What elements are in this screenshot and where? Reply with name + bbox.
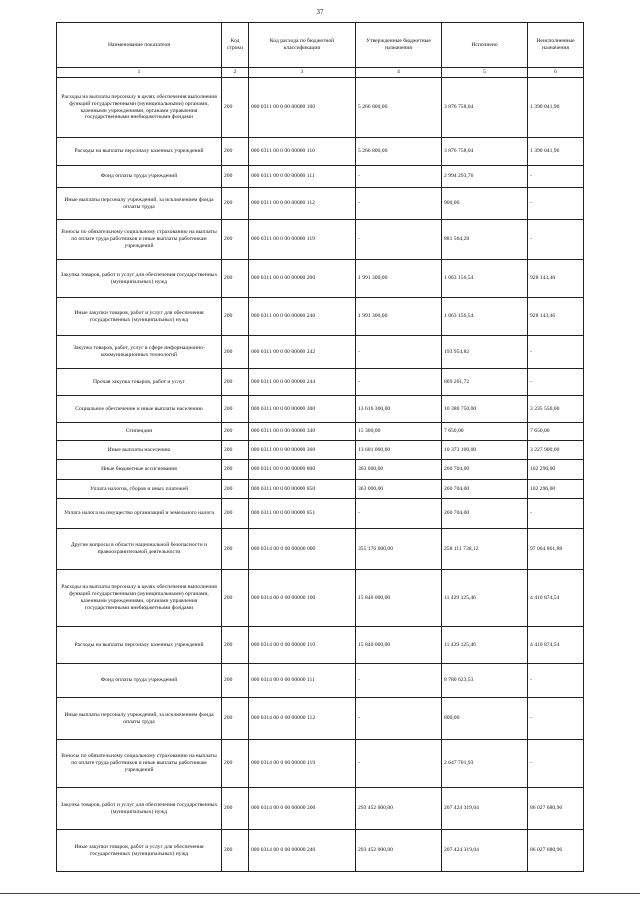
table-row — [57, 336, 584, 369]
row-budget-code: 000 0311 00 0 00 00000 240 — [249, 298, 356, 336]
row-approved: 5 266 800,00 — [356, 78, 442, 138]
row-budget-code: 000 0311 00 0 00 00000 119 — [249, 220, 356, 260]
row-approved: - — [356, 664, 442, 698]
row-unexecuted: - — [528, 499, 584, 529]
row-name: Взносы по обязательному социальному страхованию на выплаты по оплате труда работников и иные выплаты работникам учреждений — [57, 740, 222, 788]
header-unexecuted: Неисполненные назначения — [528, 23, 584, 68]
header-line-code: Код строки — [222, 23, 249, 68]
table-row — [57, 480, 584, 499]
table-row — [57, 830, 584, 872]
row-executed: 3 876 758,04 — [442, 78, 528, 138]
row-unexecuted: 3 227 900,00 — [528, 441, 584, 460]
row-executed: 10 380 750,00 — [442, 396, 528, 423]
row-line-code: 200 — [222, 664, 249, 698]
row-executed: 260 704,00 — [442, 480, 528, 499]
row-approved: - — [356, 166, 442, 188]
row-name: Иные закупки товаров, работ и услуг для обеспечения государственных (муниципальных) нужд — [57, 298, 222, 336]
row-line-code: 200 — [222, 188, 249, 220]
row-budget-code: 000 0311 00 0 00 00000 110 — [249, 138, 356, 166]
row-budget-code: 000 0314 00 0 00 00000 110 — [249, 627, 356, 664]
header-budget-code: Код расхода по бюджетной классификации — [249, 23, 356, 68]
row-approved: 15 300,00 — [356, 423, 442, 441]
table-row — [57, 627, 584, 664]
table-row — [57, 298, 584, 336]
row-budget-code: 000 0311 00 0 00 00000 244 — [249, 369, 356, 396]
table-row — [57, 138, 584, 166]
row-name: Иные закупки товаров, работ и услуг для обеспечения государственных (муниципальных) нужд — [57, 830, 222, 872]
table-row — [57, 460, 584, 480]
row-unexecuted: 4 410 874,54 — [528, 570, 584, 627]
row-name: Иные выплаты персоналу учреждений, за исключением фонда оплаты труда — [57, 188, 222, 220]
column-number: 5 — [442, 68, 528, 78]
column-number: 4 — [356, 68, 442, 78]
table-row — [57, 78, 584, 138]
table-row — [57, 396, 584, 423]
row-line-code: 200 — [222, 627, 249, 664]
row-name: Иные выплаты персоналу учреждений, за исключением фонда оплаты труда — [57, 698, 222, 740]
row-executed: 869 201,72 — [442, 369, 528, 396]
row-budget-code: 000 0311 00 0 00 00000 300 — [249, 396, 356, 423]
row-budget-code: 000 0314 00 0 00 00000 100 — [249, 570, 356, 627]
row-approved: 293 452 000,00 — [356, 830, 442, 872]
table-row — [57, 664, 584, 698]
row-executed: 258 111 738,12 — [442, 529, 528, 570]
row-budget-code: 000 0311 00 0 00 00000 200 — [249, 260, 356, 298]
row-unexecuted: 1 390 041,96 — [528, 138, 584, 166]
table-row — [57, 220, 584, 260]
row-name: Иные выплаты населению — [57, 441, 222, 460]
row-budget-code: 000 0314 00 0 00 00000 000 — [249, 529, 356, 570]
row-unexecuted: - — [528, 166, 584, 188]
row-budget-code: 000 0311 00 0 00 00000 340 — [249, 423, 356, 441]
row-line-code: 200 — [222, 570, 249, 627]
row-line-code: 200 — [222, 220, 249, 260]
row-approved: 355 176 600,00 — [356, 529, 442, 570]
row-name: Стипендии — [57, 423, 222, 441]
row-approved: - — [356, 740, 442, 788]
row-executed: 881 564,28 — [442, 220, 528, 260]
row-line-code: 200 — [222, 298, 249, 336]
row-name: Расходы на выплаты персоналу в целях обеспечения выполнения функций государственными (муниципальными) органами, казенными учреждениями, органами управления государственными внебюджетными фондами — [57, 78, 222, 138]
row-unexecuted: 102 296,00 — [528, 460, 584, 480]
row-executed: 2 647 701,93 — [442, 740, 528, 788]
row-executed: 260 704,00 — [442, 499, 528, 529]
header-name: Наименование показателя — [57, 23, 222, 68]
row-line-code: 200 — [222, 336, 249, 369]
row-approved: 1 991 300,00 — [356, 298, 442, 336]
table-row — [57, 529, 584, 570]
row-line-code: 200 — [222, 698, 249, 740]
row-unexecuted: 86 027 680,96 — [528, 830, 584, 872]
row-executed: 8 780 623,53 — [442, 664, 528, 698]
row-approved: - — [356, 698, 442, 740]
row-line-code: 200 — [222, 529, 249, 570]
row-unexecuted: - — [528, 188, 584, 220]
table-header — [57, 23, 584, 78]
row-approved: 15 840 000,00 — [356, 627, 442, 664]
row-name: Социальное обеспечение и иные выплаты населению — [57, 396, 222, 423]
table-row — [57, 441, 584, 460]
budget-execution-table — [56, 22, 584, 872]
row-budget-code: 000 0311 00 0 00 00000 112 — [249, 188, 356, 220]
row-approved: 363 000,00 — [356, 480, 442, 499]
row-budget-code: 000 0311 00 0 00 00000 800 — [249, 460, 356, 480]
row-approved: 5 266 800,00 — [356, 138, 442, 166]
row-approved: 293 452 000,00 — [356, 788, 442, 830]
row-approved: - — [356, 188, 442, 220]
row-line-code: 200 — [222, 369, 249, 396]
row-name: Взносы по обязательному социальному страхованию на выплаты по оплате труда работников и иные выплаты работникам учреждений — [57, 220, 222, 260]
row-name: Прочая закупка товаров, работ и услуг — [57, 369, 222, 396]
table-row — [57, 740, 584, 788]
row-line-code: 200 — [222, 78, 249, 138]
row-budget-code: 000 0311 00 0 00 00000 850 — [249, 480, 356, 499]
row-budget-code: 000 0314 00 0 00 00000 119 — [249, 740, 356, 788]
row-approved: 1 991 300,00 — [356, 260, 442, 298]
row-name: Уплата налогов, сборов и иных платежей — [57, 480, 222, 499]
row-budget-code: 000 0311 00 0 00 00000 242 — [249, 336, 356, 369]
column-number: 1 — [57, 68, 222, 78]
row-executed: 800,00 — [442, 698, 528, 740]
row-name: Уплата налога на имущество организаций и земельного налога — [57, 499, 222, 529]
row-name: Закупка товаров, работ и услуг для обеспечения государственных (муниципальных) нужд — [57, 788, 222, 830]
row-unexecuted: 928 143,46 — [528, 260, 584, 298]
row-approved: - — [356, 499, 442, 529]
row-approved: 13 616 300,00 — [356, 396, 442, 423]
row-line-code: 200 — [222, 830, 249, 872]
row-unexecuted: 1 390 041,96 — [528, 78, 584, 138]
row-name: Расходы на выплаты персоналу казенных учреждений — [57, 138, 222, 166]
row-unexecuted: 7 650,00 — [528, 423, 584, 441]
row-budget-code: 000 0314 00 0 00 00000 200 — [249, 788, 356, 830]
row-unexecuted: 102 296,00 — [528, 480, 584, 499]
row-approved: 363 000,00 — [356, 460, 442, 480]
row-line-code: 200 — [222, 480, 249, 499]
row-budget-code: 000 0311 00 0 00 00000 100 — [249, 78, 356, 138]
table-row — [57, 570, 584, 627]
row-name: Расходы на выплаты персоналу в целях обеспечения выполнения функций государственными (муниципальными) органами, казенными учреждениями, органами управления государственными внебюджетными фондами — [57, 570, 222, 627]
row-executed: 900,00 — [442, 188, 528, 220]
row-unexecuted: - — [528, 664, 584, 698]
row-unexecuted: - — [528, 220, 584, 260]
row-unexecuted: 3 235 550,00 — [528, 396, 584, 423]
row-executed: 207 424 319,04 — [442, 788, 528, 830]
header-executed: Исполнено — [442, 23, 528, 68]
page-bottom-rule — [0, 893, 640, 894]
row-approved: 15 840 000,00 — [356, 570, 442, 627]
row-line-code: 200 — [222, 166, 249, 188]
row-name: Фонд оплаты труда учреждений — [57, 664, 222, 698]
row-approved: - — [356, 336, 442, 369]
row-budget-code: 000 0311 00 0 00 00000 851 — [249, 499, 356, 529]
table-row — [57, 698, 584, 740]
row-budget-code: 000 0314 00 0 00 00000 240 — [249, 830, 356, 872]
row-line-code: 200 — [222, 460, 249, 480]
row-unexecuted: - — [528, 369, 584, 396]
row-executed: 193 954,82 — [442, 336, 528, 369]
row-executed: 1 063 156,54 — [442, 298, 528, 336]
row-unexecuted: 4 410 874,54 — [528, 627, 584, 664]
column-number: 2 — [222, 68, 249, 78]
row-budget-code: 000 0311 00 0 00 00000 360 — [249, 441, 356, 460]
row-executed: 7 650,00 — [442, 423, 528, 441]
row-unexecuted: - — [528, 740, 584, 788]
row-name: Расходы на выплаты персоналу казенных учреждений — [57, 627, 222, 664]
row-executed: 2 994 293,76 — [442, 166, 528, 188]
row-budget-code: 000 0314 00 0 00 00000 111 — [249, 664, 356, 698]
row-unexecuted: 86 027 680,96 — [528, 788, 584, 830]
table-row — [57, 369, 584, 396]
row-line-code: 200 — [222, 138, 249, 166]
header-approved: Утвержденные бюджетные назначения — [356, 23, 442, 68]
row-line-code: 200 — [222, 788, 249, 830]
row-name: Иные бюджетные ассигнования — [57, 460, 222, 480]
table-row — [57, 188, 584, 220]
row-unexecuted: - — [528, 698, 584, 740]
row-unexecuted: 928 143,46 — [528, 298, 584, 336]
row-name: Закупка товаров, работ, услуг в сфере информационно-коммуникационных технологий — [57, 336, 222, 369]
row-line-code: 200 — [222, 740, 249, 788]
table-row — [57, 499, 584, 529]
row-executed: 207 424 319,04 — [442, 830, 528, 872]
row-line-code: 200 — [222, 260, 249, 298]
row-executed: 3 876 758,04 — [442, 138, 528, 166]
row-executed: 11 429 125,46 — [442, 627, 528, 664]
row-line-code: 200 — [222, 423, 249, 441]
table-body — [57, 78, 584, 872]
row-name: Закупка товаров, работ и услуг для обеспечения государственных (муниципальных) нужд — [57, 260, 222, 298]
row-budget-code: 000 0311 00 0 00 00000 111 — [249, 166, 356, 188]
column-number: 3 — [249, 68, 356, 78]
row-approved: - — [356, 369, 442, 396]
table-row — [57, 788, 584, 830]
row-name: Другие вопросы в области национальной безопасности и правоохранительной деятельности — [57, 529, 222, 570]
page-number: 37 — [316, 8, 324, 16]
row-line-code: 200 — [222, 499, 249, 529]
row-unexecuted: - — [528, 336, 584, 369]
row-unexecuted: 97 064 861,88 — [528, 529, 584, 570]
row-line-code: 200 — [222, 441, 249, 460]
row-line-code: 200 — [222, 396, 249, 423]
table-row — [57, 166, 584, 188]
row-executed: 10 373 100,00 — [442, 441, 528, 460]
column-number: 6 — [528, 68, 584, 78]
table-row — [57, 423, 584, 441]
row-approved: - — [356, 220, 442, 260]
row-name: Фонд оплаты труда учреждений — [57, 166, 222, 188]
row-approved: 13 601 000,00 — [356, 441, 442, 460]
row-executed: 11 429 125,46 — [442, 570, 528, 627]
row-executed: 260 704,00 — [442, 460, 528, 480]
row-budget-code: 000 0314 00 0 00 00000 112 — [249, 698, 356, 740]
table-row — [57, 260, 584, 298]
row-executed: 1 063 156,54 — [442, 260, 528, 298]
